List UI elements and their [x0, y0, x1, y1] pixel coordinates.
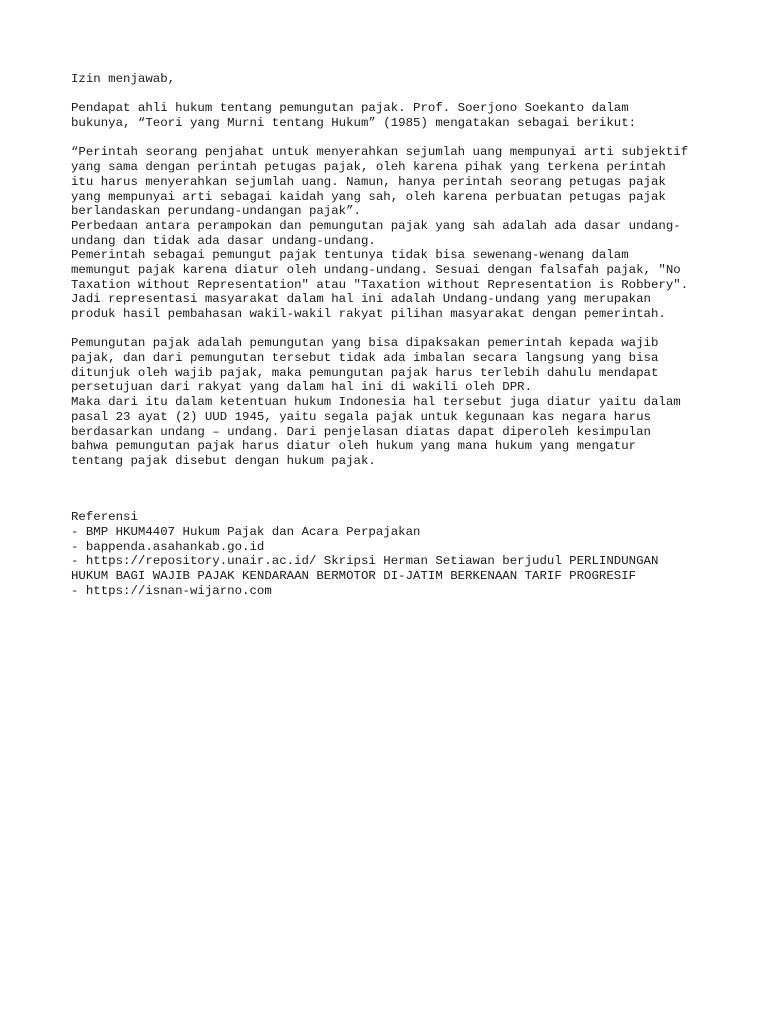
quote-paragraph [71, 145, 731, 321]
document-page [71, 72, 731, 598]
body-line: persetujuan dari rakyat yang dalam hal ini di wakili oleh DPR. [71, 380, 533, 395]
paragraph-spacer [71, 322, 731, 337]
body-line: Pemerintah sebagai pemungut pajak tentunya tidak bisa sewenang-wenang dalam [71, 248, 629, 263]
reference-item: - https://isnan-wijarno.com [71, 583, 272, 598]
intro-paragraph [71, 101, 731, 130]
body-line: tentang pajak disebut dengan hukum pajak. [71, 453, 376, 468]
body-line: yang mempunyai arti sebagai kaidah yang sah, oleh karena perbuatan petugas pajak [71, 189, 666, 204]
body-line: produk hasil pembahasan wakil-wakil rakyat pilihan masyarakat dengan pemerintah. [71, 307, 666, 321]
body-line: Pemungutan pajak adalah pemungutan yang bisa dipaksakan pemerintah kepada wajib [71, 336, 659, 351]
reference-item: - https://repository.unair.ac.id/ Skripsi Herman Setiawan berjudul PERLINDUNGAN [71, 554, 659, 569]
body-line: Taxation without Representation" atau "Taxation without Representation is Robbery". [71, 277, 689, 292]
body-line: itu harus menyerahkan sejumlah uang. Namun, hanya perintah seorang petugas pajak [71, 174, 666, 189]
body-line: berlandaskan perundang-undangan pajak”. [71, 204, 361, 219]
intro-line: Pendapat ahli hukum tentang pemungutan pajak. Prof. Soerjono Soekanto dalam [71, 101, 629, 116]
body-line: pajak, dan dari pemungutan tersebut tidak ada imbalan secara langsung yang bisa [71, 351, 659, 366]
greeting-text: Izin menjawab, [71, 72, 176, 86]
reference-item: - bappenda.asahankab.go.id [71, 539, 265, 554]
body-line: bahwa pemungutan pajak harus diatur oleh hukum yang mana hukum yang mengatur [71, 439, 637, 454]
paragraph-spacer [71, 483, 731, 510]
body-line: Jadi representasi masyarakat dalam hal ini adalah Undang-undang yang merupakan [71, 292, 651, 307]
body-line: Perbedaan antara perampokan dan pemungutan pajak yang sah adalah ada dasar undang- [71, 218, 681, 233]
taxation-paragraph [71, 336, 731, 468]
body-line: ditunjuk oleh wajib pajak, maka pemungutan pajak harus terlebih dahulu mendapat [71, 365, 659, 380]
body-line: “Perintah seorang penjahat untuk menyerahkan sejumlah uang mempunyai arti subjektif [71, 145, 689, 160]
references-section [71, 510, 731, 598]
body-line: memungut pajak karena diatur oleh undang-undang. Sesuai dengan falsafah pajak, "No [71, 262, 681, 277]
paragraph-spacer [71, 87, 731, 102]
references-heading: Referensi [71, 510, 138, 525]
reference-item: - BMP HKUM4407 Hukum Pajak dan Acara Perpajakan [71, 524, 421, 539]
body-line: yang sama dengan perintah petugas pajak, oleh karena pihak yang terkena perintah [71, 160, 666, 175]
body-line: berdasarkan undang – undang. Dari penjelasan diatas dapat diperoleh kesimpulan [71, 424, 651, 439]
body-line: pasal 23 ayat (2) UUD 1945, yaitu segala pajak untuk kegunaan kas negara harus [71, 409, 651, 424]
paragraph-spacer [71, 469, 731, 484]
reference-item: HUKUM BAGI WAJIB PAJAK KENDARAAN BERMOTOR DI-JATIM BERKENAAN TARIF PROGRESIF [71, 569, 637, 583]
paragraph-spacer [71, 131, 731, 146]
body-line: Maka dari itu dalam ketentuan hukum Indonesia hal tersebut juga diatur yaitu dalam [71, 395, 681, 410]
body-line: undang dan tidak ada dasar undang-undang. [71, 233, 376, 248]
intro-line: bukunya, “Teori yang Murni tentang Hukum” (1985) mengatakan sebagai berikut: [71, 116, 637, 131]
